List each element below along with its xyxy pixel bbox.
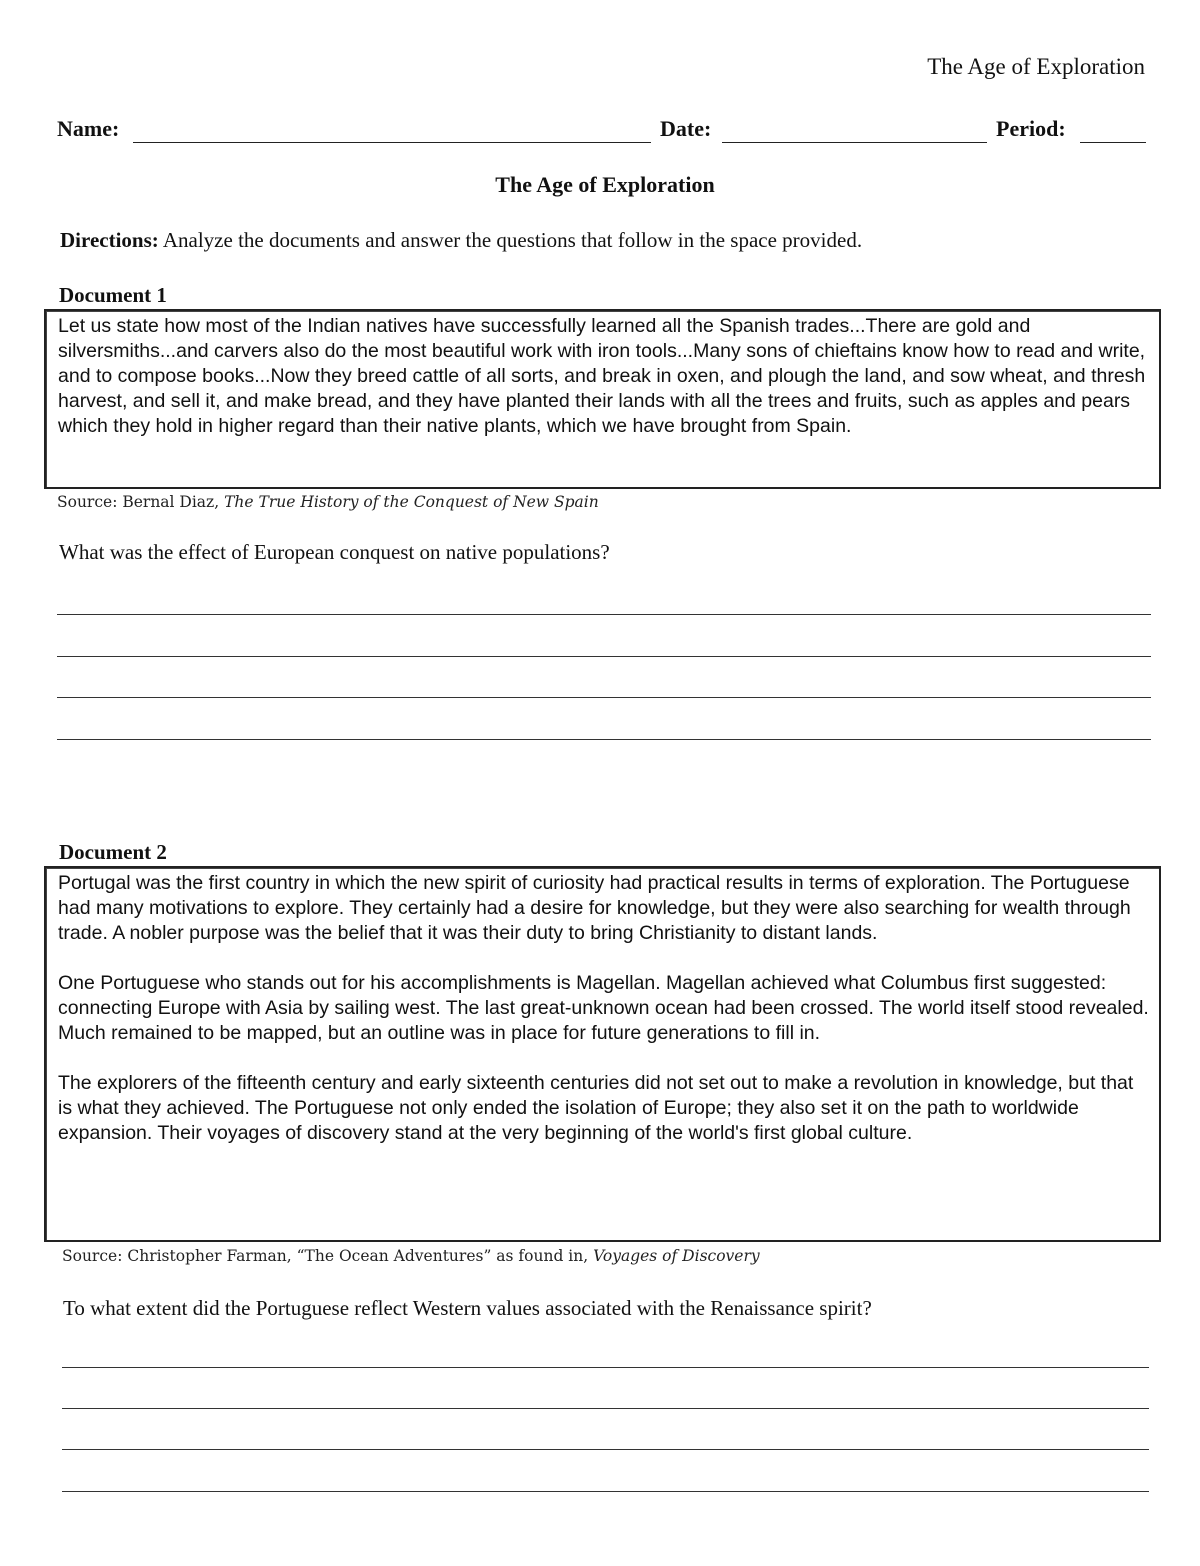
period-label: Period: xyxy=(996,116,1066,141)
document-2-paragraph-1: Portugal was the first country in which the new spirit of curiosity had practical results in terms of exploration. The Portuguese had many motivations to explore. They certainly had a desire for knowledge, but they were also searching for wealth through trade. A nobler purpose was the belief that it was their duty to bring Christianity to distant lands. xyxy=(58,872,1131,944)
directions xyxy=(60,228,862,253)
answer-line-2-4[interactable] xyxy=(62,1491,1149,1492)
document-1-title: Document 1 xyxy=(59,283,167,307)
document-2-paragraph-3: The explorers of the fifteenth century and early sixteenth centuries did not set out to make a revolution in knowledge, but that is what they achieved. The Portuguese not only ended the isolation of Europe; they also set it on the path to worldwide expansion. Their voyages of discovery stand at the very beginning of the world's first global culture. xyxy=(58,1072,1134,1144)
document-1-source xyxy=(57,493,599,511)
document-2-title: Document 2 xyxy=(59,840,167,864)
document-2-source xyxy=(62,1247,760,1265)
source-title: The True History of the Conquest of New Spain xyxy=(224,493,599,511)
page-title: The Age of Exploration xyxy=(495,172,715,197)
student-info-row xyxy=(57,116,1150,148)
document-2-box xyxy=(44,866,1161,1242)
date-field[interactable] xyxy=(722,142,987,143)
document-1-box xyxy=(44,309,1161,489)
name-label: Name: xyxy=(57,116,120,141)
source-prefix: Source: Christopher Farman, “The Ocean Adventures” as found in, xyxy=(62,1247,594,1265)
source-prefix: Source: Bernal Diaz, xyxy=(57,493,225,511)
document-1-text: Let us state how most of the Indian natives have successfully learned all the Spanish trades...There are gold and silversmiths...and carvers also do the most beautiful work with iron tools...Many sons of chieftains know how to read and write, and to compose books...Now they breed cattle of all sorts, and break in oxen, and plough the land, and sow wheat, and thresh harvest, and sell it, and make bread, and they have planted their lands with all the trees and fruits, such as apples and pears which they hold in higher regard than their native plants, which we have brought from Spain. xyxy=(58,315,1146,437)
document-2-paragraph-2: One Portuguese who stands out for his accomplishments is Magellan. Magellan achieved what Columbus first suggested: connecting Europe with Asia by sailing west. The last great-unknown ocean had been crossed. The world itself stood revealed. Much remained to be mapped, but an outline was in place for future generations to fill in. xyxy=(58,972,1149,1044)
answer-line-2-2[interactable] xyxy=(62,1408,1149,1409)
answer-line-1-3[interactable] xyxy=(57,697,1151,698)
course-header: The Age of Exploration xyxy=(927,54,1145,79)
answer-line-1-4[interactable] xyxy=(57,739,1151,740)
question-1: What was the effect of European conquest on native populations? xyxy=(59,540,610,564)
period-field[interactable] xyxy=(1080,142,1146,143)
date-label: Date: xyxy=(660,116,712,141)
answer-line-2-1[interactable] xyxy=(62,1367,1149,1368)
answer-line-2-3[interactable] xyxy=(62,1449,1149,1450)
question-2: To what extent did the Portuguese reflect Western values associated with the Renaissance spirit? xyxy=(63,1296,872,1320)
name-field[interactable] xyxy=(133,142,651,143)
answer-line-1-1[interactable] xyxy=(57,614,1151,615)
source-title: Voyages of Discovery xyxy=(593,1247,760,1265)
answer-line-1-2[interactable] xyxy=(57,656,1151,657)
directions-label: Directions: xyxy=(60,228,159,252)
directions-text: Analyze the documents and answer the questions that follow in the space provided. xyxy=(162,228,863,252)
